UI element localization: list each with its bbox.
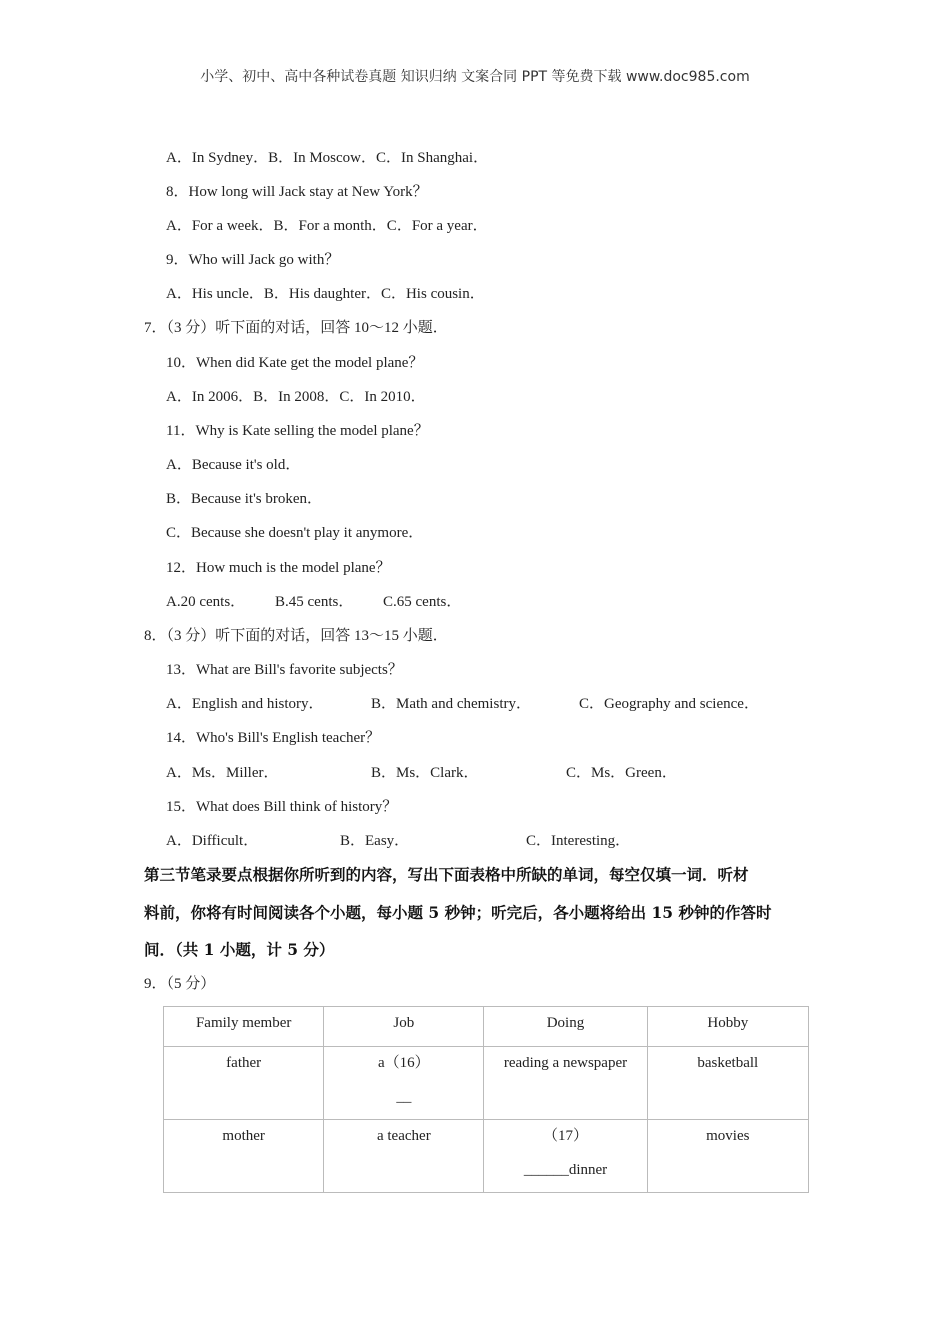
table-row bbox=[164, 1120, 809, 1193]
question-9: 9．Who will Jack go with？ bbox=[166, 252, 340, 268]
header-family-member: Family member bbox=[164, 1007, 324, 1047]
q8-options: A．For a week．B．For a month．C．For a year． bbox=[166, 218, 488, 234]
section-8-title: 8．（3 分）听下面的对话，回答 13～15 小题． bbox=[144, 628, 448, 644]
question-14: 14．Who's Bill's English teacher？ bbox=[166, 730, 381, 746]
cell-doing bbox=[484, 1120, 647, 1193]
cell-job: a teacher bbox=[324, 1120, 484, 1193]
page-header: 小学、初中、高中各种试卷真题 知识归纳 文案合同 PPT 等免费下载 www.doc985.com bbox=[200, 69, 750, 85]
cell-member: father bbox=[164, 1047, 324, 1120]
question-15: 15．What does Bill think of history？ bbox=[166, 799, 398, 815]
q15-option-c: C．Interesting． bbox=[526, 833, 631, 849]
table-row bbox=[164, 1047, 809, 1120]
q13-option-a: A．English and history． bbox=[166, 696, 324, 712]
q13-option-c: C．Geography and science． bbox=[579, 696, 759, 712]
q10-options: A．In 2006．B．In 2008．C．In 2010． bbox=[166, 389, 426, 405]
q12-option-b: B.45 cents． bbox=[275, 594, 354, 610]
q14-option-c: C．Ms．Green． bbox=[566, 765, 677, 781]
q11-option-a: A．Because it's old． bbox=[166, 457, 301, 473]
q11-option-b: B．Because it's broken． bbox=[166, 491, 323, 507]
cell-job bbox=[324, 1047, 484, 1120]
cell-hobby: basketball bbox=[647, 1047, 808, 1120]
question-12: 12．How much is the model plane？ bbox=[166, 560, 391, 576]
section-3-instructions-line-2: 料前，你将有时间阅读各个小题，每小题 5 秒钟；听完后，各小题将给出 15 秒钟的作答时 bbox=[144, 903, 772, 922]
section-3-instructions-line-3: 间．（共 1 小题，计 5 分） bbox=[144, 940, 335, 959]
cell-hobby: movies bbox=[647, 1120, 808, 1193]
q12-option-a: A.20 cents． bbox=[166, 594, 246, 610]
q15-option-b: B．Easy． bbox=[340, 833, 410, 849]
q11-option-c: C．Because she doesn't play it anymore． bbox=[166, 525, 424, 541]
q7-options: A．In Sydney．B．In Moscow．C．In Shanghai． bbox=[166, 150, 489, 166]
cell-doing: reading a newspaper bbox=[484, 1047, 647, 1120]
question-13: 13．What are Bill's favorite subjects？ bbox=[166, 662, 403, 678]
header-hobby: Hobby bbox=[647, 1007, 808, 1047]
section-3-instructions-line-1: 第三节笔录要点根据你所听到的内容，写出下面表格中所缺的单词，每空仅填一词．听材 bbox=[144, 865, 749, 884]
q15-option-a: A．Difficult． bbox=[166, 833, 259, 849]
q13-option-b: B．Math and chemistry． bbox=[371, 696, 531, 712]
question-8: 8．How long will Jack stay at New York？ bbox=[166, 184, 428, 200]
question-10: 10．When did Kate get the model plane？ bbox=[166, 355, 424, 371]
family-table bbox=[163, 1006, 809, 1193]
q9-options: A．His uncle．B．His daughter．C．His cousin． bbox=[166, 286, 485, 302]
section-7-title: 7．（3 分）听下面的对话，回答 10～12 小题． bbox=[144, 320, 448, 336]
blank-16-line: __ bbox=[396, 1089, 412, 1105]
question-9-title: 9．（5 分） bbox=[144, 976, 216, 992]
q14-option-b: B．Ms．Clark． bbox=[371, 765, 479, 781]
q12-option-c: C.65 cents． bbox=[383, 594, 462, 610]
q14-option-a: A．Ms．Miller． bbox=[166, 765, 279, 781]
cell-member: mother bbox=[164, 1120, 324, 1193]
blank-16-label: a（16） bbox=[378, 1055, 430, 1071]
question-11: 11．Why is Kate selling the model plane？ bbox=[166, 423, 429, 439]
header-doing: Doing bbox=[484, 1007, 647, 1047]
blank-17-label: （17） bbox=[542, 1128, 588, 1144]
table-header-row bbox=[164, 1007, 809, 1047]
blank-17-line: ______dinner bbox=[523, 1162, 608, 1178]
header-job: Job bbox=[324, 1007, 484, 1047]
